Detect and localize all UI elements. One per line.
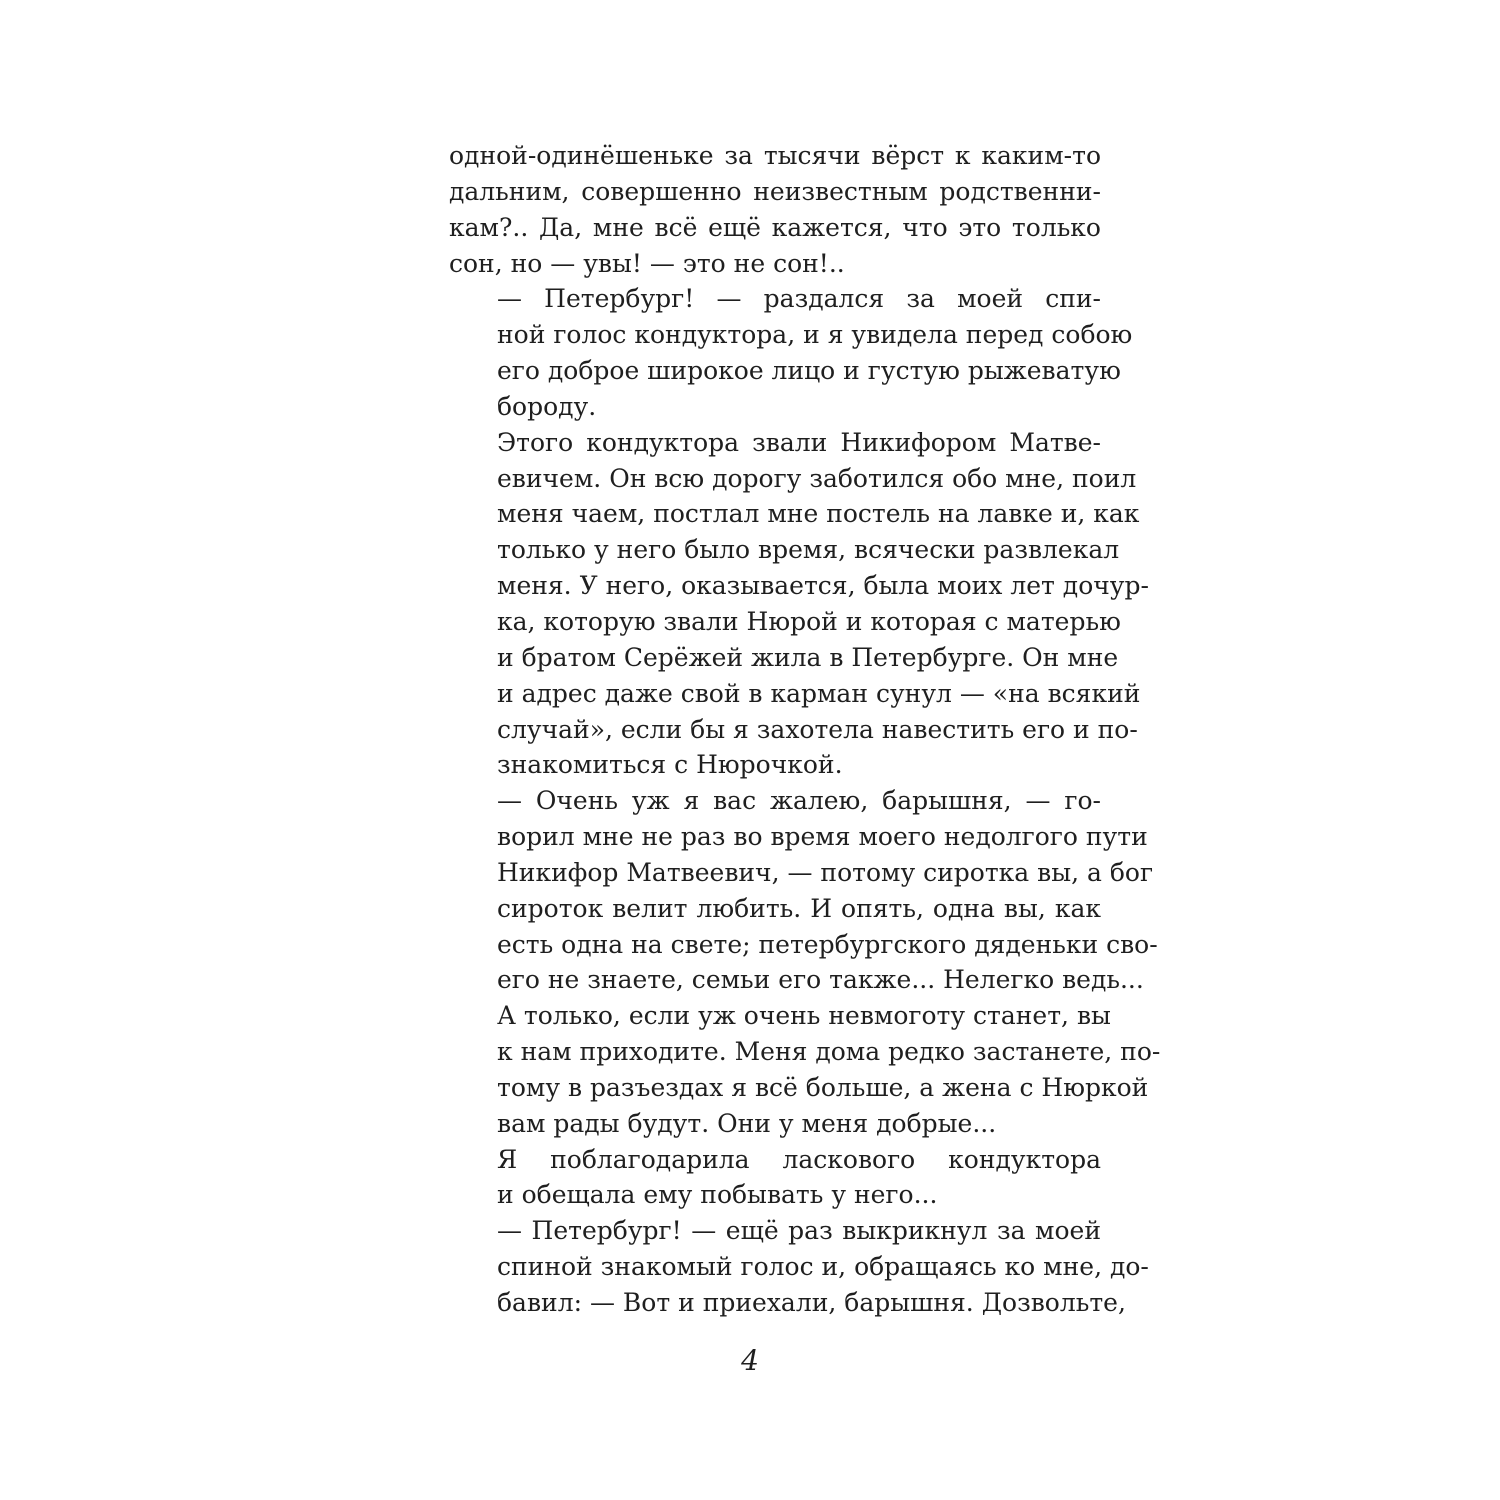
text-line: и обещала ему побывать у него... xyxy=(497,1180,938,1210)
text-line: кам?.. Да, мне всё ещё кажется, что это только xyxy=(449,212,1101,242)
text-line: его доброе широкое лицо и густую рыжеватую xyxy=(497,356,1121,386)
text-line: к нам приходите. Меня дома редко застанете, по- xyxy=(497,1037,1161,1067)
text-line: ворил мне не раз во время моего недолгого пути xyxy=(497,822,1148,852)
text-line: меня. У него, оказывается, была моих лет дочур- xyxy=(497,571,1149,601)
text-line: — Очень уж я вас жалею, барышня, — го- xyxy=(497,786,1101,816)
text-line: одной-одинёшеньке за тысячи вёрст к каким-то xyxy=(449,141,1101,170)
text-line: Никифор Матвеевич, — потому сиротка вы, а бог xyxy=(497,857,1154,887)
text-line: сон, но — увы! — это не сон!.. xyxy=(449,248,845,278)
paragraph xyxy=(449,425,1149,783)
text-line: меня чаем, постлал мне постель на лавке и, как xyxy=(497,499,1140,529)
text-line: евичем. Он всю дорогу заботился обо мне, поил xyxy=(497,463,1137,493)
text-line: бороду. xyxy=(497,391,597,421)
paragraph xyxy=(449,138,1101,281)
paragraph xyxy=(449,281,1133,424)
text-line: только у него было время, всячески развлекал xyxy=(497,535,1120,565)
text-line: и адрес даже свой в карман сунул — «на всякий xyxy=(497,678,1141,708)
paragraph xyxy=(449,783,1161,1141)
text-line: Этого кондуктора звали Никифором Матве- xyxy=(497,427,1101,457)
text-line: — Петербург! — раздался за моей спи- xyxy=(497,284,1101,314)
text-line: ка, которую звали Нюрой и которая с матерью xyxy=(497,606,1121,636)
text-line: бавил: — Вот и приехали, барышня. Дозвольте, xyxy=(497,1288,1126,1317)
text-line: есть одна на свете; петербургского дяденьки сво- xyxy=(497,929,1158,959)
text-line: сироток велит любить. И опять, одна вы, как xyxy=(497,893,1101,923)
text-line: тому в разъездах я всё больше, а жена с Нюркой xyxy=(497,1072,1149,1102)
paragraph xyxy=(449,1213,1149,1321)
text-line: А только, если уж очень невмоготу станет, вы xyxy=(497,1001,1111,1031)
text-line: — Петербург! — ещё раз выкрикнул за моей xyxy=(497,1216,1101,1246)
text-line: вам рады будут. Они у меня добрые... xyxy=(497,1108,997,1138)
text-line: и братом Серёжей жила в Петербурге. Он мне xyxy=(497,642,1119,672)
text-line: дальним, совершенно неизвестным родственни- xyxy=(449,176,1101,206)
text-line: знакомиться с Нюрочкой. xyxy=(497,750,843,780)
paragraph xyxy=(449,1142,1101,1214)
text-line: ной голос кондуктора, и я увидела перед собою xyxy=(497,320,1133,350)
text-line: спиной знакомый голос и, обращаясь ко мне, до- xyxy=(497,1252,1149,1282)
text-line: его не знаете, семьи его также... Нелегко ведь... xyxy=(497,965,1144,995)
page-number: 4 xyxy=(741,1344,759,1377)
body-text xyxy=(449,138,1161,1321)
text-line: случай», если бы я захотела навестить его и по- xyxy=(497,714,1138,744)
text-line: Я поблагодарила ласкового кондуктора xyxy=(497,1144,1101,1174)
